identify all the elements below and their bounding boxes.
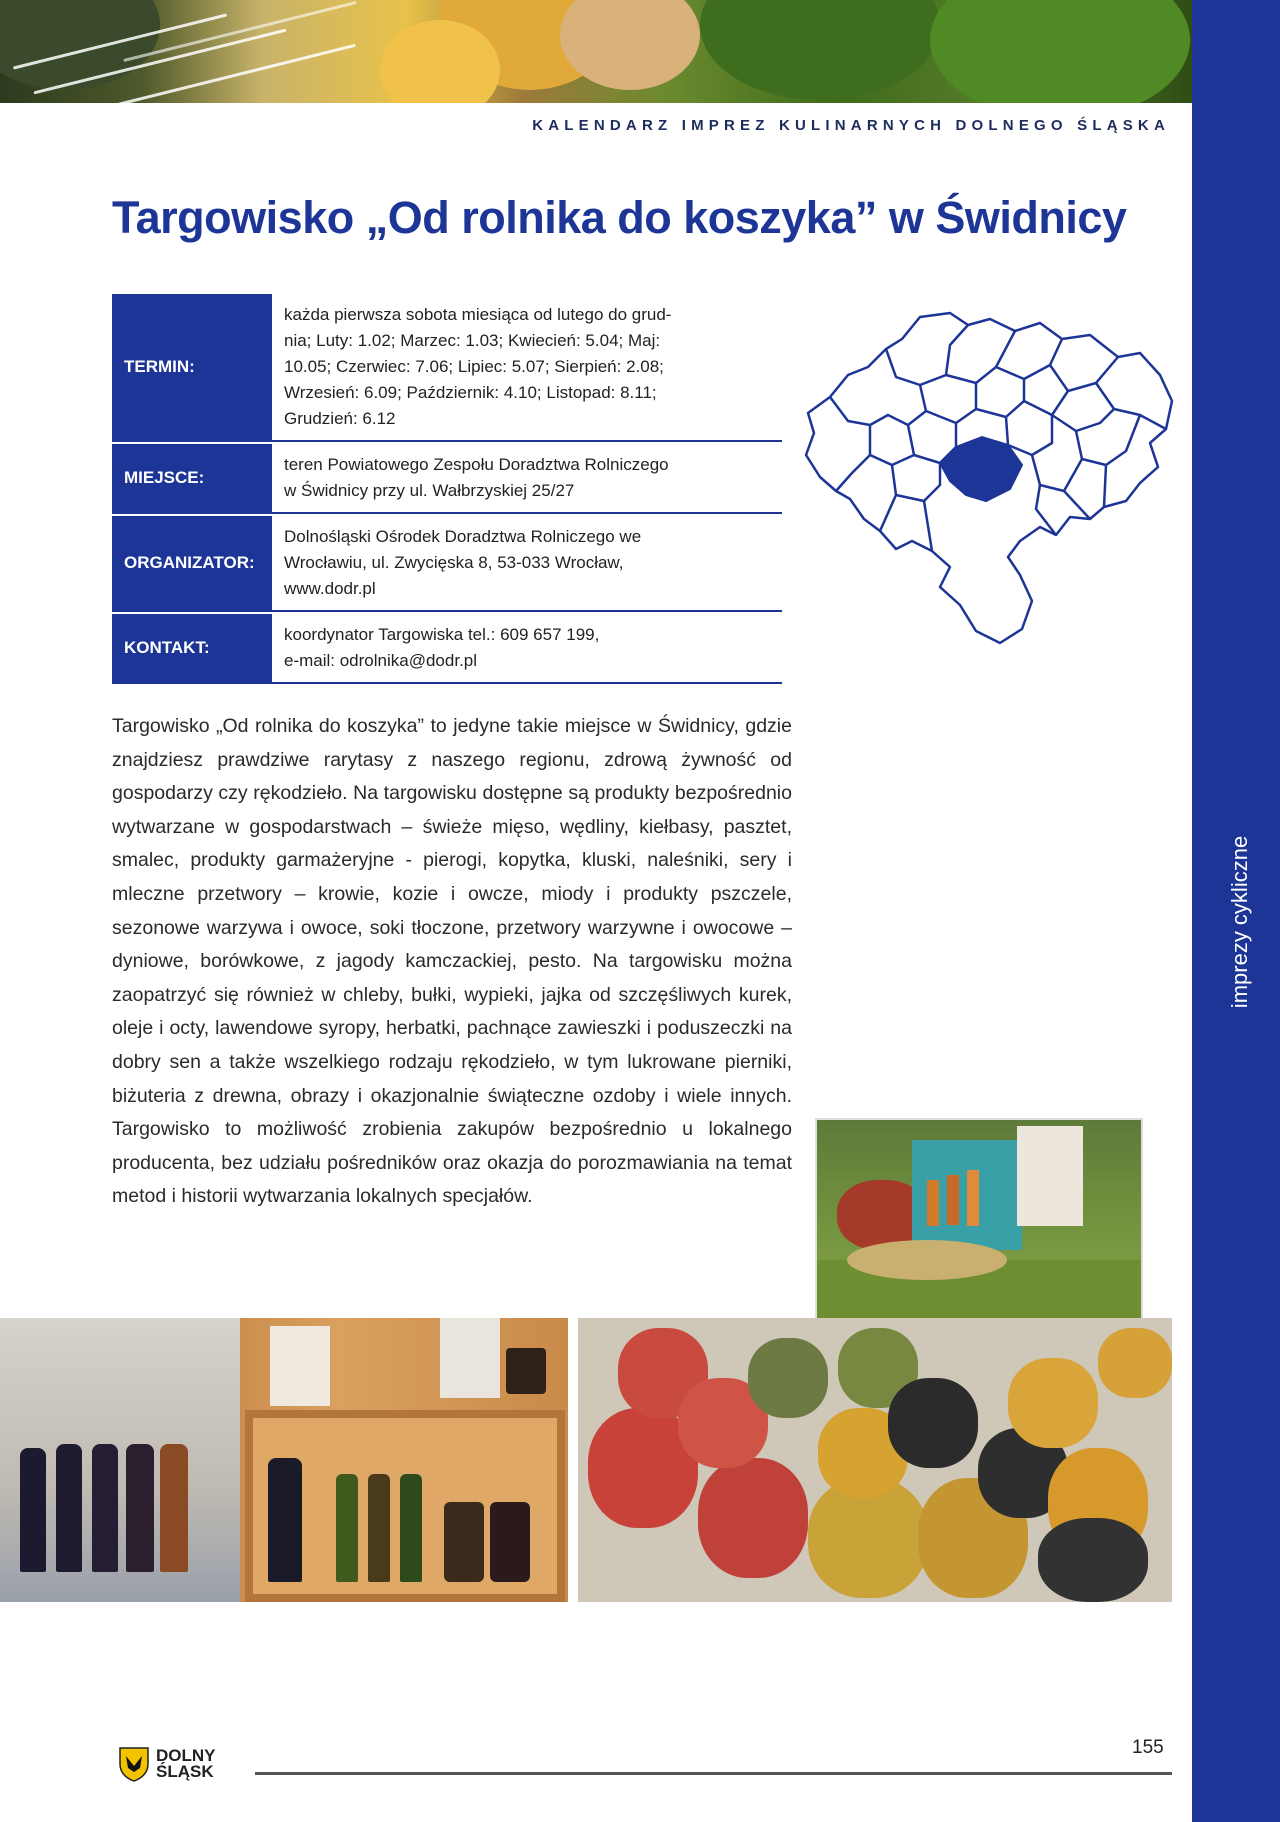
info-row-kontakt (112, 614, 782, 684)
eagle-crest-icon (118, 1746, 150, 1782)
page-number: 155 (1132, 1737, 1164, 1758)
section-label: imprezy cykliczne (1227, 835, 1252, 1009)
header-banner-photo (0, 0, 1192, 103)
miejsce-value (272, 444, 782, 512)
termin-line: nia; Luty: 1.02; Marzec: 1.03; Kwiecień: 5.04; Maj: (284, 331, 661, 350)
info-row-miejsce (112, 444, 782, 514)
preserves-shelf-photo (0, 1318, 568, 1602)
organizator-line: Wrocławiu, ul. Zwycięska 8, 53-033 Wrocław, (284, 553, 624, 572)
info-row-termin (112, 294, 782, 442)
running-header: KALENDARZ IMPREZ KULINARNYCH DOLNEGO ŚLĄSKA (532, 117, 1170, 134)
article-body: Targowisko „Od rolnika do koszyka” to jedyne takie miejsce w Świdnicy, gdzie znajdziesz prawdziwe rarytasy z naszego regionu, zdrową żywność od gospodarzy czy rękodzieło. Na targowisku dostępne są produkty bezpośrednio wytwarzane w gospodarstwach – świeże mięso, wędliny, kiełbasy, pasztet, smalec, produkty garmażeryjne - pierogi, kopytka, kluski, naleśniki, sery i mleczne przetwory – krowie, kozie i owcze, miody i produkty pszczele, sezonowe warzywa i owoce, soki tłoczone, przetwory warzywne i owocowe – dyniowe, borówkowe, z jagody kamczackiej, pesto. Na targowisku można zaopatrzyć się również w chleby, bułki, wypieki, jajka od szczęśliwych kurek, oleje i octy, lawendowe syropy, herbatki, pachnące zawieszki i poduszeczki na dobry sen a także wszelkiego rodzaju rękodzieło, w tym lukrowane pierniki, biżuteria z drewna, obrazy i okazjonalnie świąteczne ozdoby i wiele innych. Targowisko to możliwość zrobienia zakupów bezpośrednio u lokalnego producenta, bez udziału pośredników oraz okazja do porozmawiania na temat metod i historii wytwarzania lokalnych specjałów. (112, 715, 792, 1208)
organizator-website-link[interactable]: www.dodr.pl (284, 579, 376, 598)
termin-line: 10.05; Czerwiec: 7.06; Lipiec: 5.07; Sierpień: 2.08; (284, 357, 664, 376)
miejsce-line: w Świdnicy przy ul. Wałbrzyskiej 25/27 (284, 481, 575, 500)
dolny-slask-logo (118, 1746, 216, 1782)
footer-divider (255, 1772, 1172, 1775)
organizator-label: ORGANIZATOR: (112, 516, 272, 610)
lower-silesia-map (800, 305, 1175, 650)
kontakt-value (272, 614, 782, 682)
cheese-balls-photo (578, 1318, 1172, 1602)
info-row-organizator (112, 516, 782, 612)
logo-text-line1: DOLNY (156, 1746, 216, 1765)
logo-text-line2: ŚLĄSK (156, 1762, 214, 1781)
termin-line: Grudzień: 6.12 (284, 409, 396, 428)
miejsce-label: MIEJSCE: (112, 444, 272, 512)
page-title: Targowisko „Od rolnika do koszyka” w Świdnicy (112, 192, 1127, 243)
kontakt-label: KONTAKT: (112, 614, 272, 682)
event-info-table (112, 294, 782, 686)
kontakt-phone: koordynator Targowiska tel.: 609 657 199, (284, 625, 600, 644)
termin-line: każda pierwsza sobota miesiąca od lutego do grud- (284, 305, 672, 324)
termin-value (272, 294, 782, 440)
termin-label: TERMIN: (112, 294, 272, 440)
organizator-value (272, 516, 782, 610)
miejsce-line: teren Powiatowego Zespołu Doradztwa Rolniczego (284, 455, 669, 474)
organizator-line: Dolnośląski Ośrodek Doradztwa Rolniczego we (284, 527, 642, 546)
market-stall-photo (815, 1118, 1143, 1334)
termin-line: Wrzesień: 6.09; Październik: 4.10; Listopad: 8.11; (284, 383, 657, 402)
map-highlight-swidnica (940, 437, 1022, 501)
kontakt-email-link[interactable]: e-mail: odrolnika@dodr.pl (284, 651, 478, 670)
